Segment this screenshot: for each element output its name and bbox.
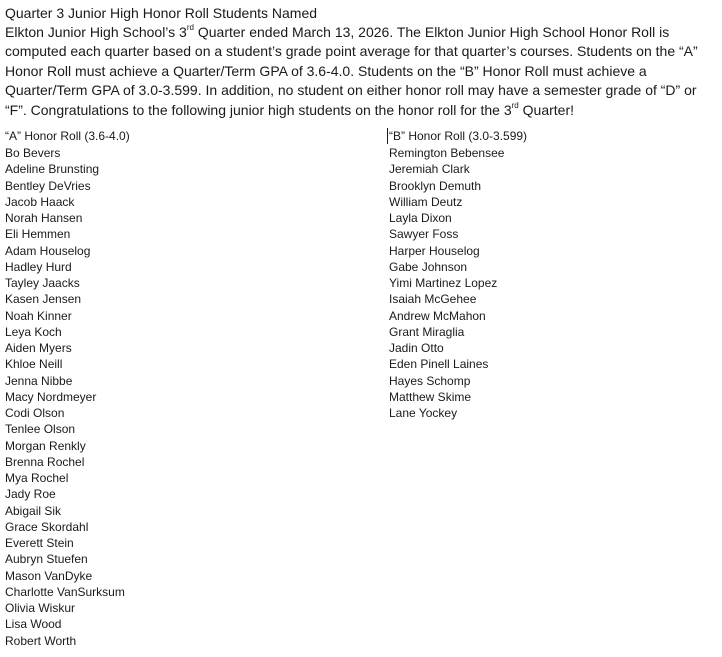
student-name: Remington Bebensee [389,146,505,161]
intro-paragraph [5,23,717,120]
student-name: William Deutz [389,194,463,209]
student-name: Macy Nordmeyer [5,389,97,404]
student-name: Morgan Renkly [5,438,86,453]
student-name: Grace Skordahl [5,519,89,534]
student-name: Jeremiah Clark [389,162,470,177]
student-name: Aiden Myers [5,341,72,356]
student-name: Jady Roe [5,487,56,502]
student-name: Kasen Jensen [5,292,82,307]
a-honor-roll-list [5,145,375,649]
intro-text-2: Quarter ended March 13, 2026. The Elkton Junior High School Honor Roll is computed each quarter based on a student’s grade point average for that quarter’s courses. Students on the “A” Honor Roll must achieve a Quarter/Term GPA of 3.6-4.0. Students on the “B” Honor Roll must achieve a Quarter/Term GPA of 3.0-3.599. In addition, no student on either honor roll may have a semester grade of “D” or “F”. Congratulations to the following junior high students on the honor roll for the 3 [5,24,698,118]
document-title: Quarter 3 Junior High Honor Roll Students Named [5,5,318,21]
b-honor-roll-heading[interactable]: “B” Honor Roll (3.0-3.599) [387,128,709,144]
student-name: Eli Hemmen [5,227,71,242]
student-name: Leya Koch [5,324,62,339]
student-name: Matthew Skime [389,389,472,404]
student-name: Bo Bevers [5,146,61,161]
student-name: Noah Kinner [5,308,72,323]
student-name: Grant Miraglia [389,324,465,339]
student-name: Charlotte VanSurksum [5,584,125,599]
a-honor-roll-column [5,128,375,649]
student-name: Norah Hansen [5,211,83,226]
document-body [5,4,717,120]
student-name: Adam Houselog [5,243,91,258]
student-name: Brenna Rochel [5,454,85,469]
student-name: Lisa Wood [5,617,62,632]
intro-text-3: Quarter! [518,101,574,118]
student-name: Abigail Sik [5,503,62,518]
ordinal-suffix: rd [511,100,519,110]
student-name: Hadley Hurd [5,259,72,274]
student-name: Layla Dixon [389,211,452,226]
student-name: Isaiah McGehee [389,292,477,307]
student-name: Lane Yockey [389,406,458,421]
student-name: Olivia Wiskur [5,601,76,616]
b-honor-roll-list [389,145,709,421]
student-name: Brooklyn Demuth [389,178,482,193]
student-name: Mya Rochel [5,471,69,486]
student-name: Adeline Brunsting [5,162,100,177]
honor-roll-columns [5,128,717,653]
intro-text-1: Elkton Junior High School’s 3 [5,24,187,40]
student-name: Tenlee Olson [5,422,76,437]
student-name: Andrew McMahon [389,308,486,323]
student-name: Robert Worth [5,633,77,648]
student-name: Everett Stein [5,536,74,551]
b-honor-roll-column [389,128,709,421]
student-name: Hayes Schomp [389,373,471,388]
student-name: Bentley DeVries [5,178,91,193]
student-name: Khloe Neill [5,357,63,372]
student-name: Jacob Haack [5,194,75,209]
student-name: Jadin Otto [389,341,444,356]
student-name: Gabe Johnson [389,259,468,274]
student-name: Mason VanDyke [5,568,93,583]
student-name: Yimi Martinez Lopez [389,276,498,291]
student-name: Harper Houselog [389,243,480,258]
student-name: Eden Pinell Laines [389,357,489,372]
ordinal-suffix: rd [186,23,194,33]
student-name: Sawyer Foss [389,227,459,242]
a-honor-roll-heading: “A” Honor Roll (3.6-4.0) [5,129,130,143]
student-name: Codi Olson [5,406,65,421]
student-name: Tayley Jaacks [5,276,80,291]
student-name: Aubryn Stuefen [5,552,88,567]
student-name: Jenna Nibbe [5,373,73,388]
